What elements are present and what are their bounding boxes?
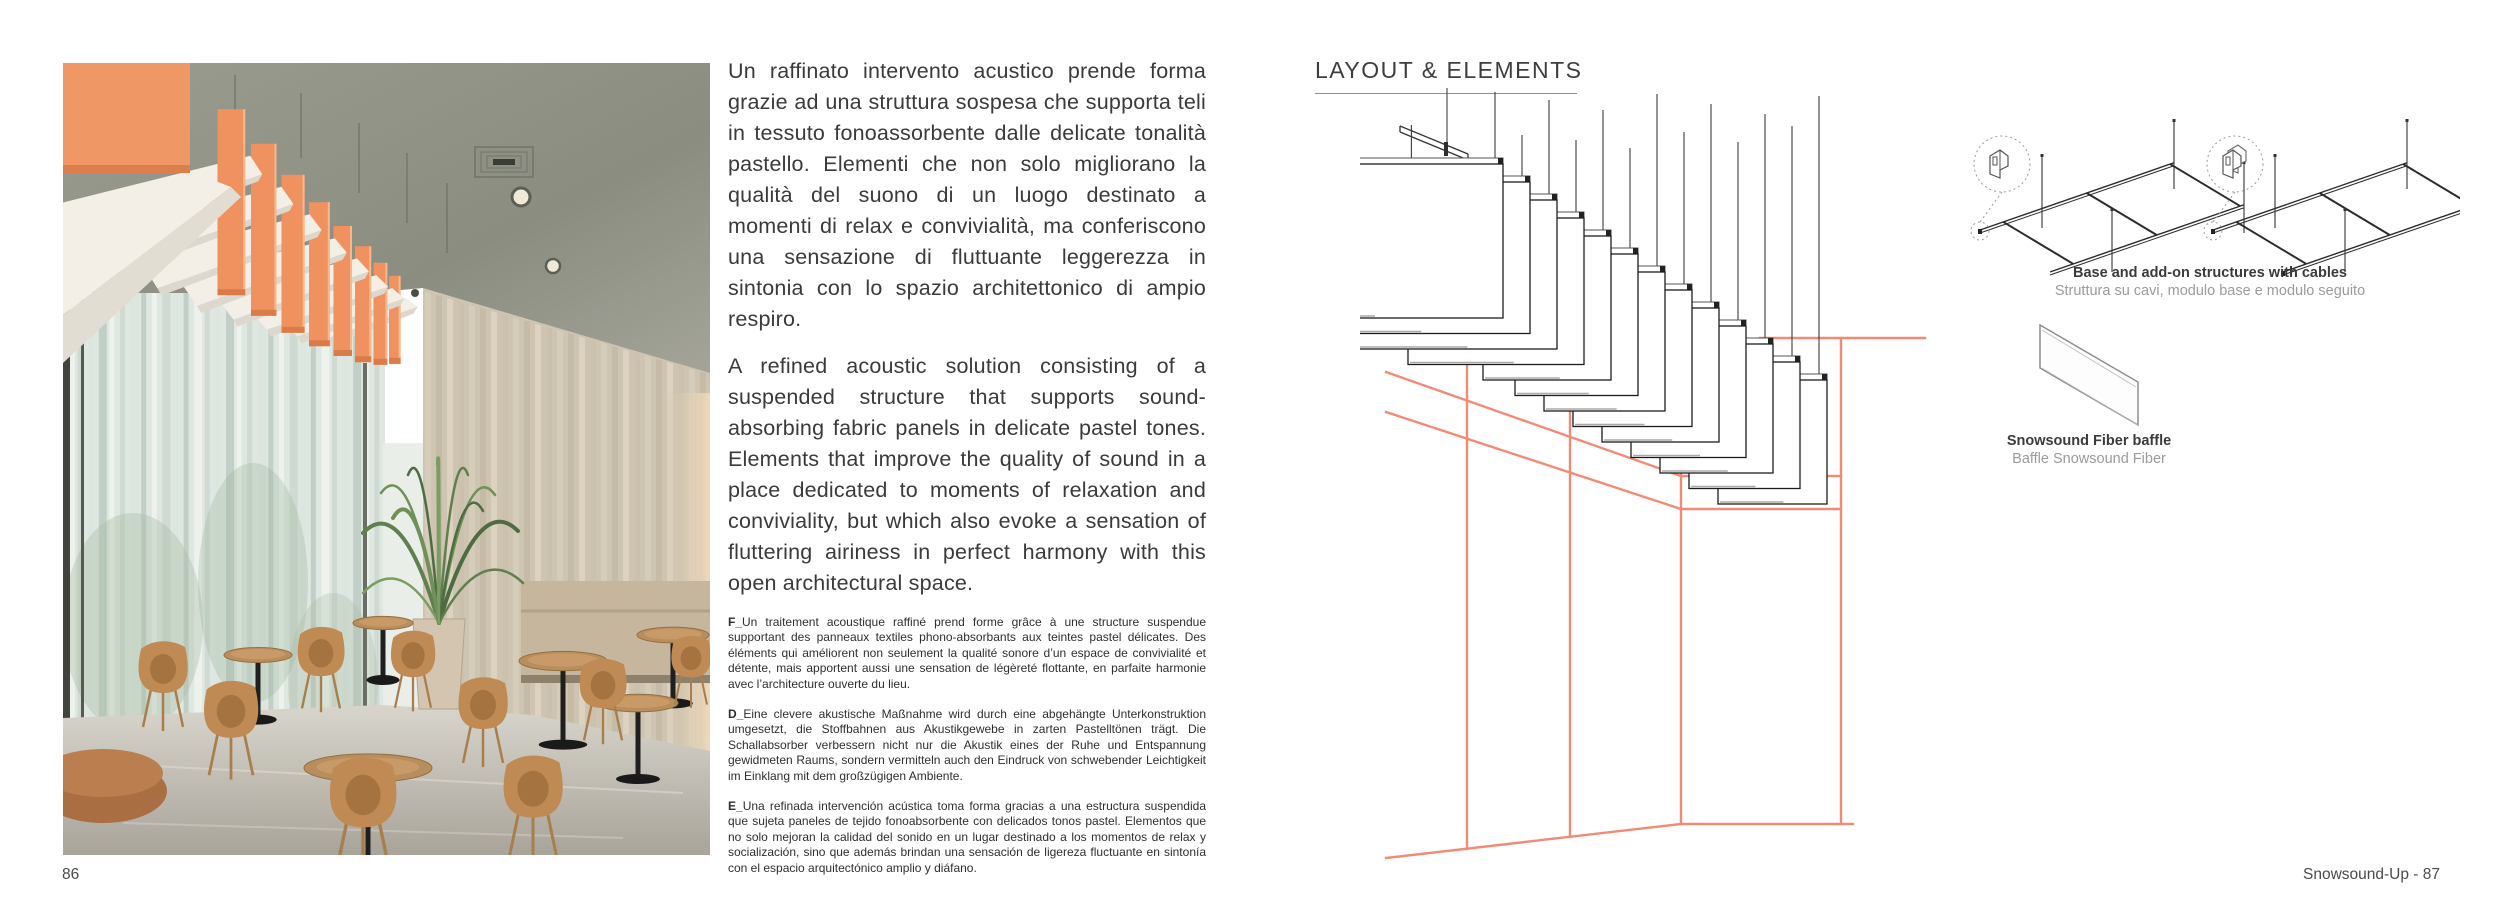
french-prefix: F_ [728, 615, 743, 629]
photo-spotlight [512, 188, 530, 206]
german-prefix: D_ [728, 707, 744, 722]
fiber-baffle-icon [2040, 325, 2138, 425]
baffle-cascade-drawing [1360, 92, 1827, 504]
layout-drawing [1360, 80, 2460, 880]
structures-caption [2015, 264, 2405, 300]
spanish-prefix: E_ [728, 799, 743, 814]
baffle-caption-sublabel: Baffle Snowsound Fiber [2012, 451, 2166, 467]
photo-spotlight [411, 289, 419, 297]
paragraph-spanish: E_Una refinada intervención acústica toma forma gracias a una estructura suspendida que sujeta paneles de tejido fonoabsorbente con delicados tonos pastel. Elementos que no solo mejoran la calidad del sonido en un lugar destinado a los momentos de relax y socialización, sino que además brindan una sensación de ligereza fluctuante en sintonía con el espacio arquitectónico amplio y diáfano. [728, 799, 1206, 875]
article-text-column [728, 56, 1206, 891]
baffle-caption [1959, 432, 2219, 468]
interior-photo [63, 63, 710, 855]
photo-spotlight [546, 259, 560, 273]
paragraph-english: A refined acoustic solution consisting of a suspended structure that supports sound-absorbing fabric panels in delicate pastel tones. Elements that improve the quality of sound in a place dedicated to moments of relaxation and conviviality, but which also evoke a sensation of fluttering airiness in perfect harmony with this open architectural space. [728, 354, 1206, 595]
base-structure-diagram [1971, 119, 2246, 275]
page-footer-right: Snowsound-Up - 87 [2303, 866, 2440, 883]
page-number-left: 86 [62, 866, 80, 883]
addon-structure-diagram [2204, 119, 2460, 276]
paragraph-italian: Un raffinato intervento acustico prende forma grazie ad una struttura sospesa che supporta teli in tessuto fonoassorbente dalle delicate tonalità pastello. Elementi che non solo migliorano la qualità del suono di un luogo destinato a momenti di relax e convivialità, ma conferiscono una sensazione di fluttuante leggerezza in sintonia con lo spazio architettonico di ampio respiro. [728, 59, 1206, 331]
paragraph-french: F_Un traitement acoustique raffiné prend forme grâce à une structure suspendue supportant des panneaux textiles phono-absorbants aux teintes pastel délicates. Des éléments qui améliorent non seulement la qualité sonore d’un espace de convivialité et détente, mais apportent aussi une sensation de légèreté flottante, en parfaite harmonie avec l’architecture ouverte du lieu. [728, 615, 1206, 691]
structures-caption-sublabel: Struttura su cavi, modulo base e modulo seguito [2054, 283, 2366, 299]
suspension-profile-detail [1400, 88, 1468, 160]
paragraph-german: D_Eine clevere akustische Maßnahme wird durch eine abgehängte Unterkonstruktion umgesetzt, die Stoffbahnen aus Akustikgewebe in zarten Pastelltönen trägt. Die Schallabsorber verbessern nicht nur die Akustik eines der Ruhe und Entspannung gewidmeten Raums, sondern vermitteln auch den Eindruck von schwebender Leichtigkeit im Einklang mit dem großzügigen Ambiente. [728, 707, 1206, 783]
section-title: LAYOUT & ELEMENTS [1315, 57, 1583, 83]
structures-caption-label: Base and add-on structures with cables [2073, 265, 2347, 281]
baffle-caption-label: Snowsound Fiber baffle [2006, 433, 2172, 449]
